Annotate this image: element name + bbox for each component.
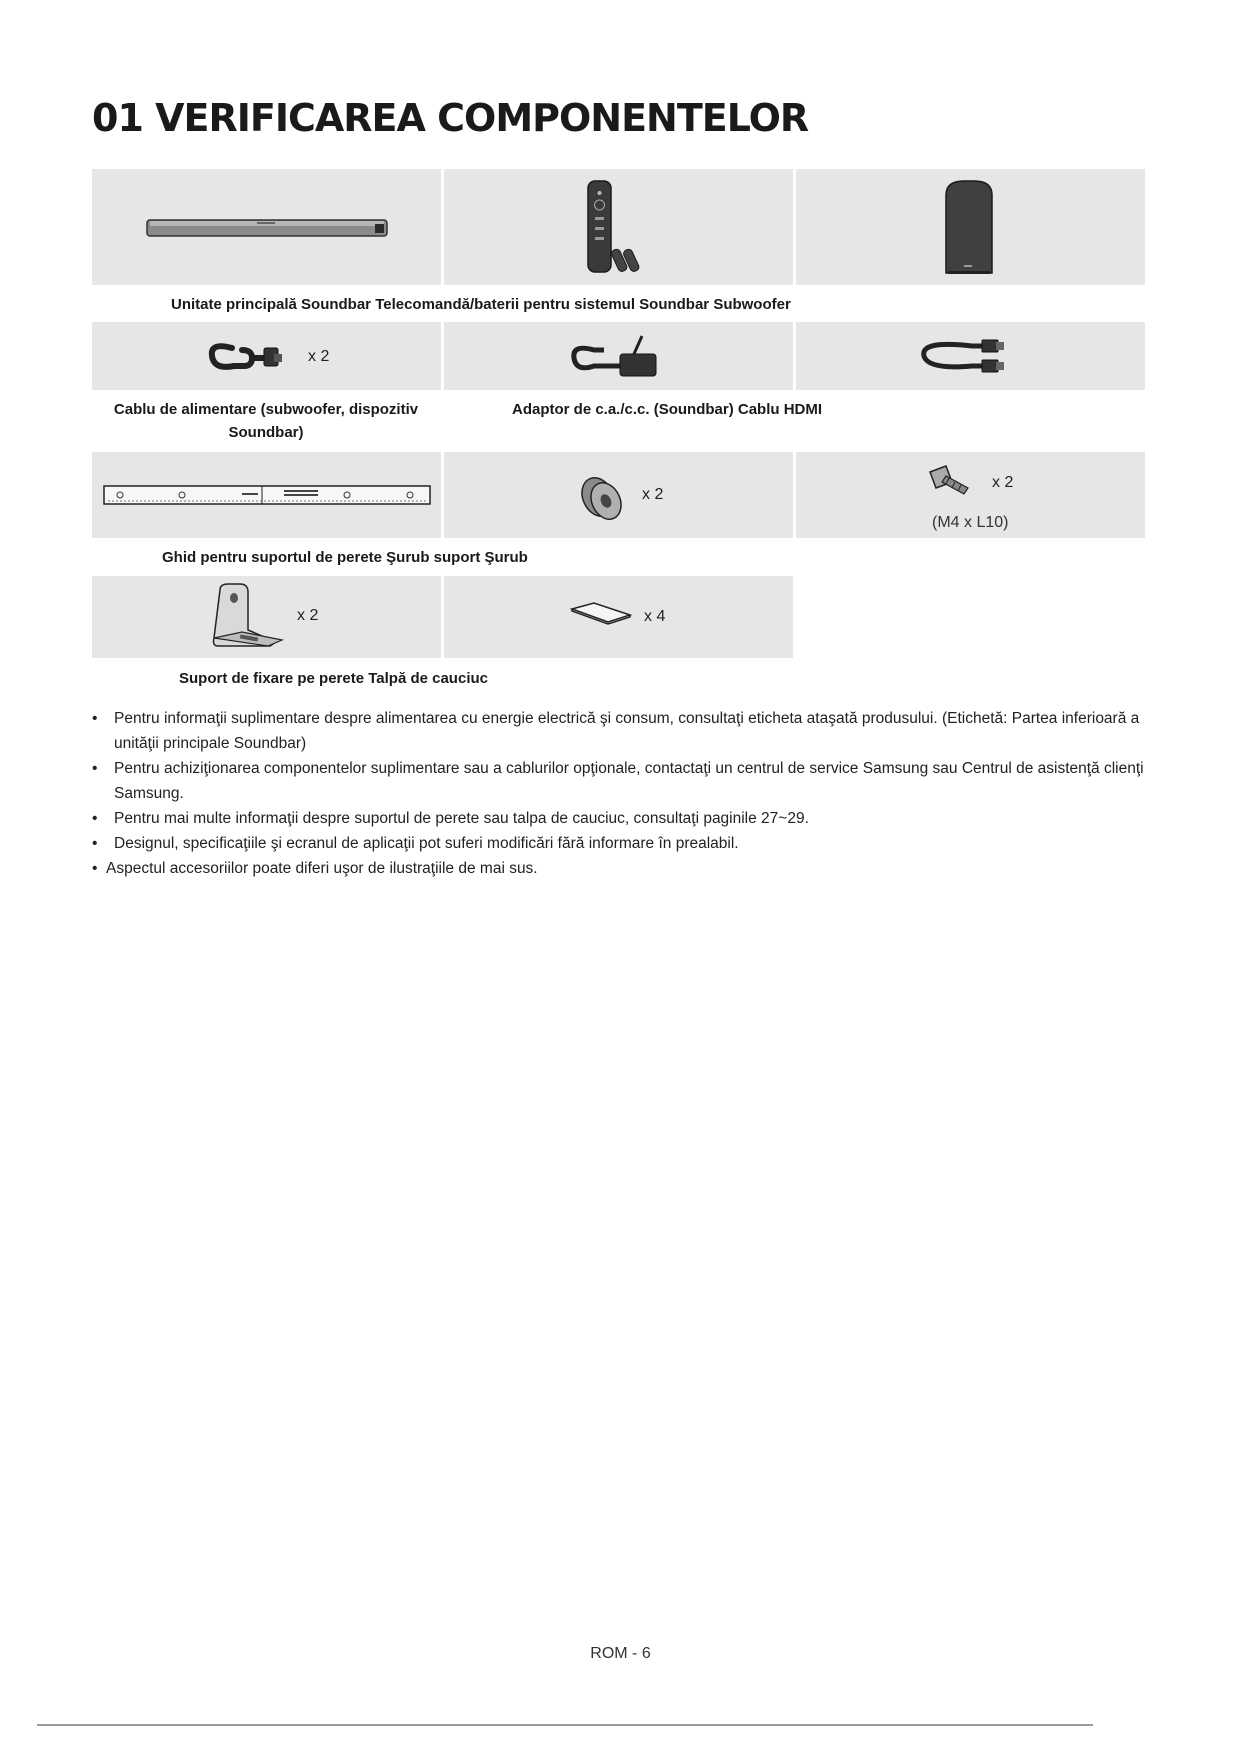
note-text: Aspectul accesoriilor poate diferi uşor de ilustraţiile de mai sus. (106, 860, 538, 877)
note-item (92, 856, 1152, 881)
caption-adapter-hdmi: Adaptor de c.a./c.c. (Soundbar) Cablu HDMI (512, 401, 823, 418)
note-text: Pentru informaţii suplimentare despre alimentarea cu energie electrică şi consum, consultaţi eticheta ataşată produsului. (Etichetă: Partea inferioară a unităţii principale Soundbar) (114, 710, 1140, 752)
note-text: Designul, specificaţiile şi ecranul de aplicaţii pot suferi modificări fără informare în prealabil. (114, 835, 739, 852)
note-item (92, 756, 1152, 806)
bullet: • (92, 760, 98, 777)
subwoofer-icon (796, 169, 1145, 285)
bullet: • (92, 810, 98, 827)
rubber-foot-icon (444, 576, 793, 658)
power-cable-icon (92, 322, 441, 390)
quantity-label: x 2 (642, 486, 664, 503)
note-item (92, 831, 1152, 856)
bullet: • (92, 710, 98, 727)
component-cell-remote (444, 169, 793, 285)
component-cell-soundbar (92, 169, 441, 285)
component-cell-rubber-foot (444, 576, 793, 658)
note-item (92, 806, 1152, 831)
footer-divider (37, 1724, 1093, 1726)
component-cell-bracket-screw (444, 452, 793, 538)
notes-list (92, 706, 1152, 881)
caption-power-cable: Cablu de alimentare (subwoofer, dispozitiv Soundbar) (113, 401, 419, 441)
component-cell-subwoofer (796, 169, 1145, 285)
ac-adapter-icon (444, 322, 793, 390)
quantity-label: x 2 (992, 474, 1014, 491)
quantity-label: x 4 (644, 608, 666, 625)
component-cell-hdmi-cable (796, 322, 1145, 390)
component-cell-ac-adapter (444, 322, 793, 390)
hdmi-cable-icon (796, 322, 1145, 390)
note-text: Pentru mai multe informaţii despre suportul de perete sau talpa de cauciuc, consultaţi paginile 27~29. (114, 810, 809, 827)
component-cell-screw (796, 452, 1145, 538)
component-cell-power-cable (92, 322, 441, 390)
caption-row-4: Suport de fixare pe perete Talpă de cauciuc (179, 670, 488, 687)
screw-spec-label: (M4 x L10) (932, 514, 1009, 531)
quantity-label: x 2 (308, 348, 330, 365)
soundbar-icon (92, 169, 441, 285)
quantity-label: x 2 (297, 607, 319, 624)
note-item (92, 706, 1152, 756)
component-cell-wall-mount-guide (92, 452, 441, 538)
remote-control-icon (444, 169, 793, 285)
caption-row-1: Unitate principală Soundbar Telecomandă/baterii pentru sistemul Soundbar Subwoofer (171, 296, 791, 313)
wall-mount-guide-icon (92, 452, 441, 538)
bracket-screw-icon (444, 452, 793, 538)
bullet: • (92, 860, 98, 877)
page-number: ROM - 6 (590, 1645, 651, 1662)
component-cell-wall-bracket (92, 576, 441, 658)
caption-row-3: Ghid pentru suportul de perete Şurub suport Şurub (162, 549, 528, 566)
page-title: 01 VERIFICAREA COMPONENTELOR (92, 96, 809, 140)
note-text: Pentru achiziţionarea componentelor suplimentare sau a cablurilor opţionale, contactaţi un centrul de service Samsung sau Centrul de asistenţă clienţi Samsung. (114, 760, 1144, 802)
bullet: • (92, 835, 98, 852)
wall-bracket-icon (92, 576, 441, 658)
